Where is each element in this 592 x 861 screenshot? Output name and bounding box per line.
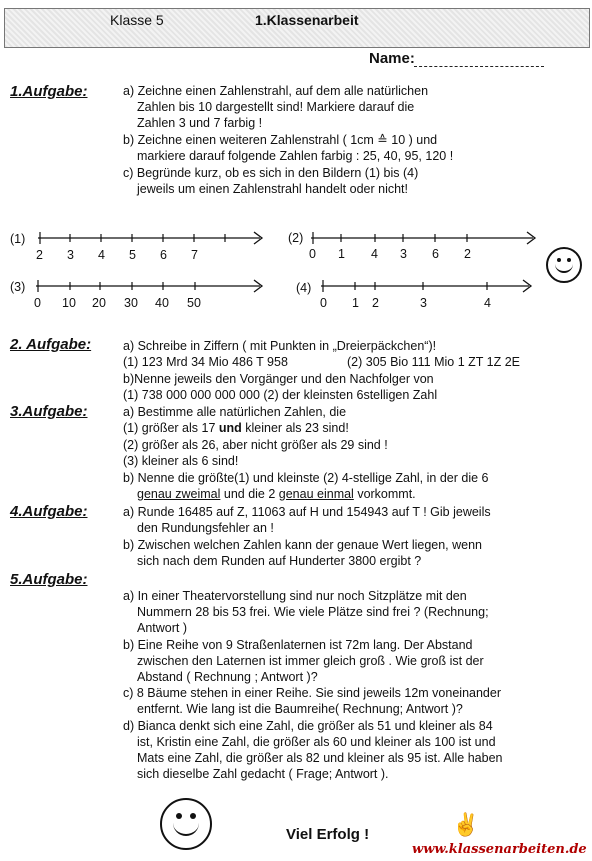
task-5-line: a) In einer Theatervorstellung sind nur noch Sitzplätze mit den [123, 589, 467, 603]
tick-label: 10 [62, 296, 76, 310]
task-1-line: jeweils um einen Zahlenstrahl handelt oder nicht! [137, 182, 408, 196]
tick-label: 2 [36, 248, 43, 262]
name-label: Name: [369, 50, 415, 67]
task-3-line: (2) größer als 26, aber nicht größer als 29 sind ! [123, 438, 388, 452]
task-1-title: 1.Aufgabe: [10, 83, 88, 100]
task-4-line: den Rundungsfehler an ! [137, 521, 274, 535]
tick-label: 3 [400, 247, 407, 261]
peace-hand-icon: ✌ [452, 812, 480, 837]
task-5-line: zwischen den Laternen ist immer gleich groß . Wie groß ist der [137, 654, 484, 668]
task-1-line: Zahlen 3 und 7 farbig ! [137, 116, 263, 130]
tick-label: 20 [92, 296, 106, 310]
tick-label: 1 [352, 296, 359, 310]
task-5-line: Abstand ( Rechnung ; Antwort )? [137, 670, 318, 684]
tick-label: 4 [98, 248, 105, 262]
tick-label: 2 [464, 247, 471, 261]
tick-label: 40 [155, 296, 169, 310]
task-1-line: markiere darauf folgende Zahlen farbig : 25, 40, 95, 120 ! [137, 149, 454, 163]
tick-label: 0 [34, 296, 41, 310]
tick-label: 6 [160, 248, 167, 262]
task-1-line: c) Begründe kurz, ob es sich in den Bildern (1) bis (4) [123, 166, 419, 180]
tick-label: 0 [320, 296, 327, 310]
task-5-line: c) 8 Bäume stehen in einer Reihe. Sie sind jeweils 12m voneinander [123, 686, 501, 700]
task-4-line: a) Runde 16485 auf Z, 11063 auf H und 154943 auf T ! Gib jeweils [123, 505, 491, 519]
task-5-line: Antwort ) [137, 621, 188, 635]
task-2-line: (1) 738 000 000 000 000 (2) der kleinsten 6stelligen Zahl [123, 388, 438, 402]
class-label: Klasse 5 [110, 12, 164, 28]
task-5-line: sich dieselbe Zahl gedacht ( Frage; Antwort ). [137, 767, 389, 781]
task-5-line: entfernt. Wie lang ist die Baumreihe( Rechnung; Antwort )? [137, 702, 463, 716]
task-4-line: sich nach dem Runden auf Hunderter 3800 ergibt ? [137, 554, 422, 568]
task-5-line: ist, Kristin eine Zahl, die größer als 60 und kleiner als 100 ist und [137, 735, 496, 749]
task-1-line: a) Zeichne einen Zahlenstrahl, auf dem alle natürlichen [123, 84, 429, 98]
number-line-1 [30, 228, 270, 268]
tick-label: 0 [309, 247, 316, 261]
task-3-line: (3) kleiner als 6 sind! [123, 454, 239, 468]
number-line-4 [315, 276, 545, 316]
task-2-line: b)Nenne jeweils den Vorgänger und den Nachfolger von [123, 372, 434, 386]
task-5-line: b) Eine Reihe von 9 Straßenlaternen ist 72m lang. Der Abstand [123, 638, 473, 652]
task-2-title: 2. Aufgabe: [10, 336, 92, 353]
task-3-line: genau zweimal und die 2 genau einmal vorkommt. [137, 487, 416, 501]
task-4-line: b) Zwischen welchen Zahlen kann der genaue Wert liegen, wenn [123, 538, 483, 552]
footer-url[interactable]: www.klassenarbeiten.de [412, 842, 587, 857]
task-3-title: 3.Aufgabe: [10, 403, 88, 420]
task-2-line: (1) 123 Mrd 34 Mio 486 T 958 [123, 355, 288, 369]
number-line-3-label: (3) [10, 280, 26, 294]
tick-label: 5 [129, 248, 136, 262]
task-1-line: Zahlen bis 10 dargestellt sind! Markiere darauf die [137, 100, 415, 114]
task-5-line: Mats eine Zahl, die größer als 82 und kleiner als 95 ist. Alle haben [137, 751, 503, 765]
task-5-line: Nummern 28 bis 53 frei. Wie viele Plätze sind frei ? (Rechnung; [137, 605, 489, 619]
tick-label: 2 [372, 296, 379, 310]
task-3-line: a) Bestimme alle natürlichen Zahlen, die [123, 405, 347, 419]
tick-label: 3 [67, 248, 74, 262]
number-line-4-label: (4) [296, 281, 312, 295]
task-5-line: d) Bianca denkt sich eine Zahl, die größer als 51 und kleiner als 84 [123, 719, 493, 733]
tick-label: 30 [124, 296, 138, 310]
closing-text: Viel Erfolg ! [286, 826, 370, 843]
task-1-line: b) Zeichne einen weiteren Zahlenstrahl ( 1cm ≙ 10 ) und [123, 133, 438, 147]
number-line-2-label: (2) [288, 231, 304, 245]
number-line-1-label: (1) [10, 232, 26, 246]
smiley-icon [546, 247, 582, 283]
page-title: 1.Klassenarbeit [255, 12, 359, 28]
task-3-line: (1) größer als 17 und kleiner als 23 sind! [123, 421, 349, 435]
task-2-line: a) Schreibe in Ziffern ( mit Punkten in „Dreierpäckchen“)! [123, 339, 437, 353]
task-4-title: 4.Aufgabe: [10, 503, 88, 520]
smiley-icon [160, 798, 212, 850]
tick-label: 3 [420, 296, 427, 310]
task-3-line: b) Nenne die größte(1) und kleinste (2) 4-stellige Zahl, in der die 6 [123, 471, 489, 485]
tick-label: 6 [432, 247, 439, 261]
tick-label: 50 [187, 296, 201, 310]
tick-label: 7 [191, 248, 198, 262]
tick-label: 1 [338, 247, 345, 261]
tick-label: 4 [371, 247, 378, 261]
name-field-line[interactable] [414, 66, 544, 67]
task-5-title: 5.Aufgabe: [10, 571, 88, 588]
tick-label: 4 [484, 296, 491, 310]
task-2-line: (2) 305 Bio 111 Mio 1 ZT 1Z 2E [347, 355, 520, 369]
